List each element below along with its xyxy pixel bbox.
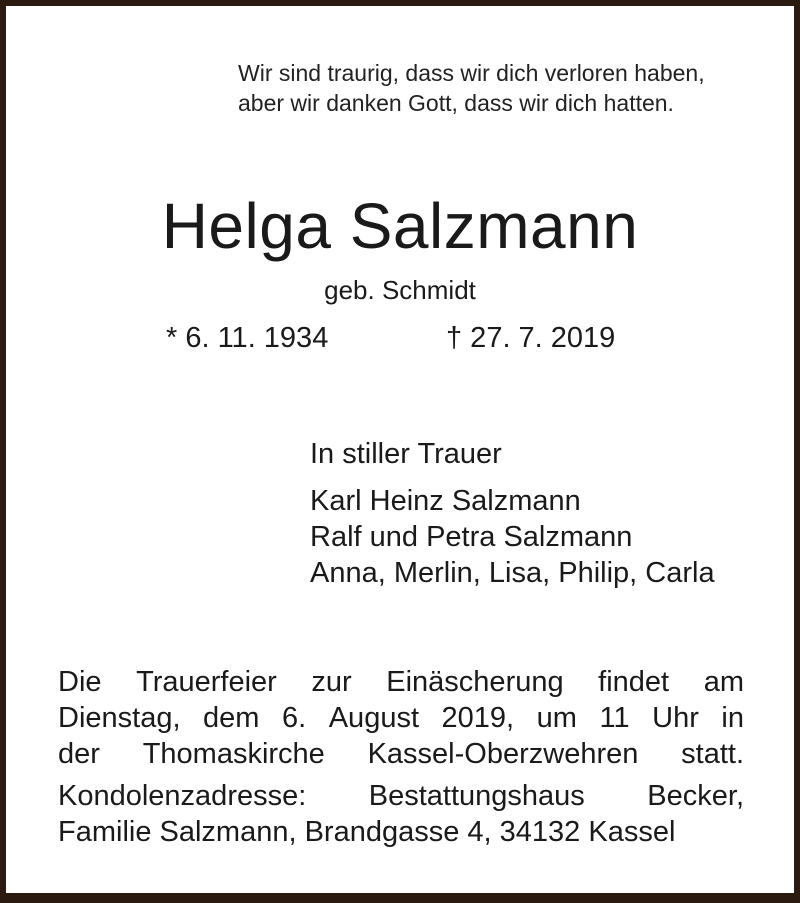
mourner-name: Anna, Merlin, Lisa, Philip, Carla bbox=[310, 557, 715, 589]
word: Dienstag, bbox=[58, 702, 181, 734]
verse bbox=[238, 58, 705, 118]
word: Bestattungshaus bbox=[368, 780, 585, 812]
word: statt. bbox=[681, 738, 744, 770]
ceremony-info bbox=[58, 664, 744, 850]
word: Becker, bbox=[647, 780, 744, 812]
ceremony-line-3 bbox=[58, 736, 744, 772]
ceremony-line-2 bbox=[58, 700, 744, 736]
obituary-notice bbox=[6, 6, 794, 893]
word: Kassel-Oberzwehren bbox=[367, 738, 639, 770]
word: Die bbox=[58, 666, 102, 698]
word: in bbox=[721, 702, 744, 734]
word: Thomaskirche bbox=[142, 738, 325, 770]
word: zur bbox=[311, 666, 352, 698]
word: Kondolenzadresse: bbox=[58, 780, 307, 812]
condolence-line-2: Familie Salzmann, Brandgasse 4, 34132 Kassel bbox=[58, 816, 676, 848]
condolence-address bbox=[58, 778, 744, 850]
death-date: † 27. 7. 2019 bbox=[446, 322, 616, 354]
verse-line-1: Wir sind traurig, dass wir dich verloren haben, bbox=[238, 60, 705, 86]
maiden-name: geb. Schmidt bbox=[324, 275, 476, 305]
verse-line-2: aber wir danken Gott, dass wir dich hatten. bbox=[238, 90, 674, 116]
word: findet bbox=[598, 666, 670, 698]
deceased-name: Helga Salzmann bbox=[161, 190, 639, 262]
word: 2019, bbox=[441, 702, 515, 734]
condolence-line-1 bbox=[58, 778, 744, 814]
word: der bbox=[58, 738, 100, 770]
word: 6. bbox=[282, 702, 307, 734]
mourners-block bbox=[310, 436, 715, 591]
word: Uhr bbox=[652, 702, 699, 734]
mourner-name: Ralf und Petra Salzmann bbox=[310, 521, 633, 553]
mourner-name: Karl Heinz Salzmann bbox=[310, 485, 581, 517]
birth-date: * 6. 11. 1934 bbox=[166, 322, 329, 354]
word: am bbox=[703, 666, 744, 698]
ceremony-line-1 bbox=[58, 664, 744, 700]
word: Einäscherung bbox=[386, 666, 564, 698]
word: dem bbox=[203, 702, 260, 734]
word: um bbox=[536, 702, 577, 734]
word: August bbox=[328, 702, 420, 734]
mourning-intro: In stiller Trauer bbox=[310, 438, 502, 470]
word: 11 bbox=[599, 702, 630, 734]
word: Trauerfeier bbox=[136, 666, 277, 698]
